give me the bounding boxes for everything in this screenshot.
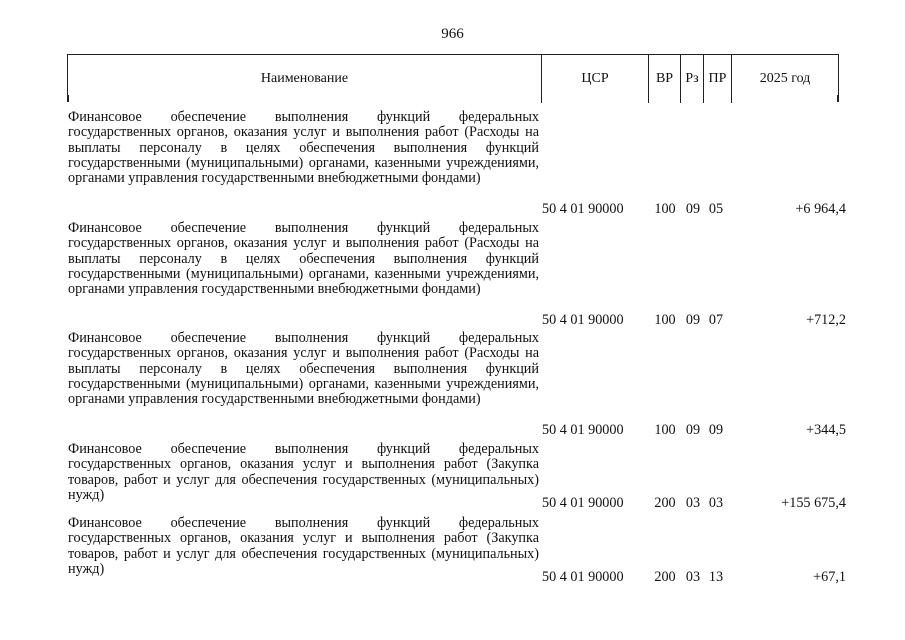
row-csr: 50 4 01 90000	[542, 421, 624, 438]
column-header-name: Наименование	[68, 55, 542, 103]
header-divider-tick	[68, 95, 69, 102]
row-amount: +344,5	[806, 421, 846, 438]
row-vr: 100	[654, 421, 676, 438]
page-number: 966	[441, 26, 464, 42]
row-name: Финансовое обеспечение выполнения функций федеральных государственных органов, оказания услуг и выполнения работ (Расходы на выплаты персоналу в целях обеспечения выполнения функций государственными (муниципальными) органами, казенными учреждениями, органами управления государственными внебюджетными фондами)	[68, 330, 539, 408]
header-divider-tick	[648, 95, 649, 102]
row-csr: 50 4 01 90000	[542, 568, 624, 585]
table-header	[67, 54, 839, 102]
row-pr: 13	[708, 568, 724, 585]
header-divider-tick	[680, 95, 681, 102]
row-pr: 05	[708, 200, 724, 217]
column-header-pr: ПР	[704, 55, 732, 103]
header-divider-tick	[837, 95, 838, 102]
table-row	[0, 110, 905, 217]
row-name: Финансовое обеспечение выполнения функций федеральных государственных органов, оказания услуг и выполнения работ (Расходы на выплаты персоналу в целях обеспечения выполнения функций государственными (муниципальными) органами, казенными учреждениями, органами управления государственными внебюджетными фондами)	[68, 220, 539, 298]
row-csr: 50 4 01 90000	[542, 200, 624, 217]
column-header-amount: 2025 год	[759, 71, 811, 86]
row-rz: 09	[685, 200, 701, 217]
table-row	[0, 516, 905, 585]
row-vr: 200	[654, 568, 676, 585]
table-row	[0, 221, 905, 328]
row-amount: +155 675,4	[781, 494, 846, 511]
row-csr: 50 4 01 90000	[542, 494, 624, 511]
row-name: Финансовое обеспечение выполнения функций федеральных государственных органов, оказания услуг и выполнения работ (Закупка товаров, работ и услуг для обеспечения государственных (муниципальных) нужд)	[68, 515, 539, 577]
row-name: Финансовое обеспечение выполнения функций федеральных государственных органов, оказания услуг и выполнения работ (Закупка товаров, работ и услуг для обеспечения государственных (муниципальных) нужд)	[68, 441, 539, 503]
row-rz: 09	[685, 421, 701, 438]
row-amount: +712,2	[806, 311, 846, 328]
table-row	[0, 442, 905, 511]
row-rz: 03	[685, 494, 701, 511]
row-amount: +6 964,4	[795, 200, 846, 217]
row-rz: 09	[685, 311, 701, 328]
row-amount: +67,1	[813, 568, 846, 585]
row-pr: 09	[708, 421, 724, 438]
header-divider-tick	[703, 95, 704, 102]
row-vr: 100	[654, 311, 676, 328]
row-pr: 03	[708, 494, 724, 511]
row-rz: 03	[685, 568, 701, 585]
row-name: Финансовое обеспечение выполнения функций федеральных государственных органов, оказания услуг и выполнения работ (Расходы на выплаты персоналу в целях обеспечения выполнения функций государственными (муниципальными) органами, казенными учреждениями, органами управления государственными внебюджетными фондами)	[68, 109, 539, 187]
column-header-vr: ВР	[649, 55, 681, 103]
column-header-rz: Рз	[681, 55, 704, 103]
row-csr: 50 4 01 90000	[542, 311, 624, 328]
row-vr: 200	[654, 494, 676, 511]
table-row	[0, 331, 905, 438]
column-header-csr: ЦСР	[542, 55, 649, 103]
row-vr: 100	[654, 200, 676, 217]
header-divider-tick	[541, 95, 542, 102]
row-pr: 07	[708, 311, 724, 328]
header-divider-tick	[731, 95, 732, 102]
